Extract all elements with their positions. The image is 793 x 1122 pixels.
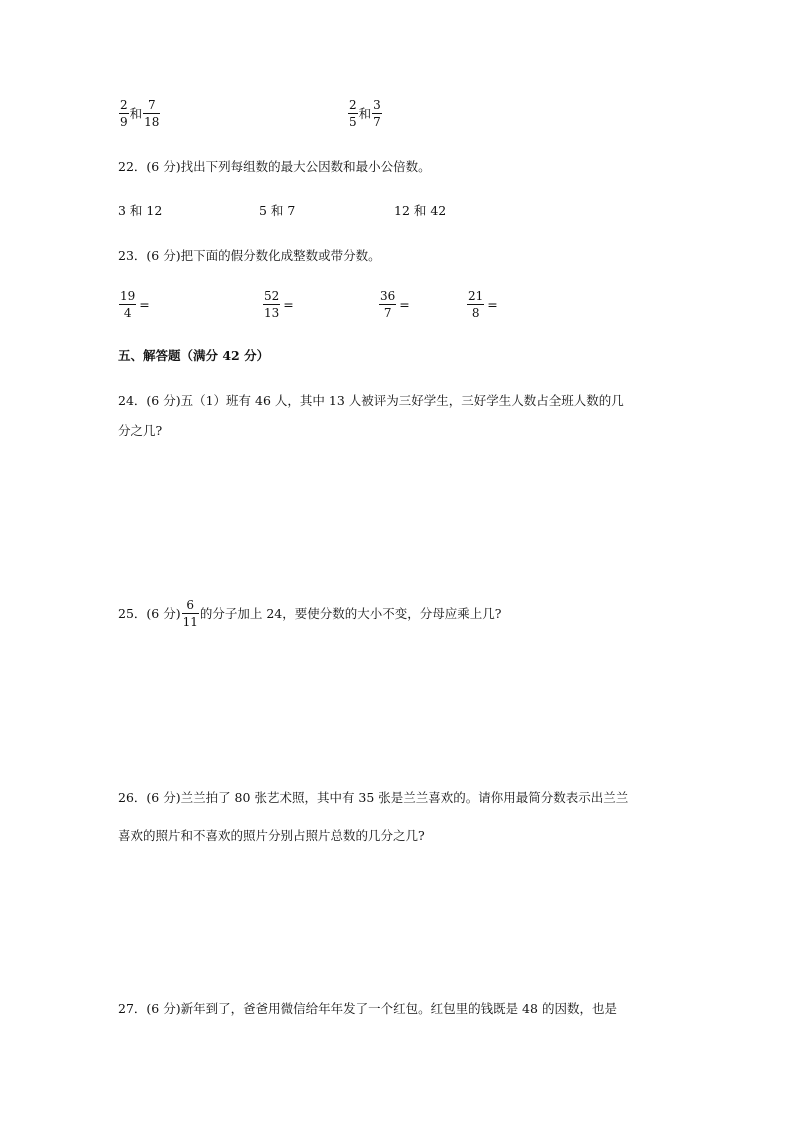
numerator: 2: [349, 98, 357, 112]
conjunction: 和: [358, 105, 372, 121]
numerator: 6: [186, 598, 195, 612]
equals-sign: =: [283, 297, 294, 312]
numerator: 7: [147, 98, 156, 112]
denominator: 9: [120, 115, 128, 129]
equals-sign: =: [399, 297, 410, 312]
q24-question-line1: 24．(6 分)五（1）班有 46 人，其中 13 人被评为三好学生，三好学生人数占全班人数的几: [118, 393, 624, 408]
denominator: 5: [349, 115, 357, 129]
q25-prefix: 25．(6 分): [118, 605, 181, 621]
q25-question: [118, 598, 501, 629]
q21-item-2: [347, 98, 383, 129]
equals-sign: =: [487, 297, 498, 312]
fraction: [143, 98, 160, 129]
q22-item: 3 和 12: [118, 203, 163, 218]
numerator: 19: [120, 289, 136, 303]
q22-item: 5 和 7: [259, 203, 296, 218]
q21-item-1: [118, 98, 161, 129]
denominator: 4: [123, 306, 132, 320]
numerator: 52: [264, 289, 280, 303]
fraction: [263, 289, 280, 320]
fraction: [379, 289, 396, 320]
q25-suffix: 的分子加上 24，要使分数的大小不变，分母应乘上几?: [199, 605, 502, 621]
numerator: 2: [120, 98, 128, 112]
conjunction: 和: [129, 105, 143, 121]
q27-question-line1: 27．(6 分)新年到了，爸爸用微信给年年发了一个红包。红包里的钱既是 48 的因数，也是: [118, 1001, 617, 1016]
denominator: 18: [144, 115, 160, 129]
q22-item: 12 和 42: [394, 203, 447, 218]
section-title: 五、解答题（满分 42 分）: [118, 348, 270, 363]
q26-question-line2: 喜欢的照片和不喜欢的照片分别占照片总数的几分之几?: [118, 828, 425, 843]
fraction: [372, 98, 382, 129]
numerator: 36: [380, 289, 396, 303]
denominator: 13: [264, 306, 280, 320]
q23-item: [466, 289, 498, 320]
q23-item: [378, 289, 410, 320]
q23-question: 23．(6 分)把下面的假分数化成整数或带分数。: [118, 248, 381, 263]
q23-item: [262, 289, 294, 320]
q24-question-line2: 分之几?: [118, 423, 163, 438]
q26-question-line1: 26．(6 分)兰兰拍了 80 张艺术照，其中有 35 张是兰兰喜欢的。请你用最简分数表示出兰兰: [118, 790, 629, 805]
fraction: [119, 98, 129, 129]
denominator: 7: [373, 115, 381, 129]
q23-item: [118, 289, 150, 320]
equals-sign: =: [139, 297, 150, 312]
fraction: [467, 289, 484, 320]
fraction: [348, 98, 358, 129]
denominator: 8: [471, 306, 480, 320]
denominator: 11: [182, 615, 198, 629]
denominator: 7: [383, 306, 392, 320]
q22-question: 22．(6 分)找出下列每组数的最大公因数和最小公倍数。: [118, 159, 431, 174]
numerator: 3: [373, 98, 381, 112]
fraction: [182, 598, 199, 629]
fraction: [119, 289, 136, 320]
numerator: 21: [468, 289, 484, 303]
